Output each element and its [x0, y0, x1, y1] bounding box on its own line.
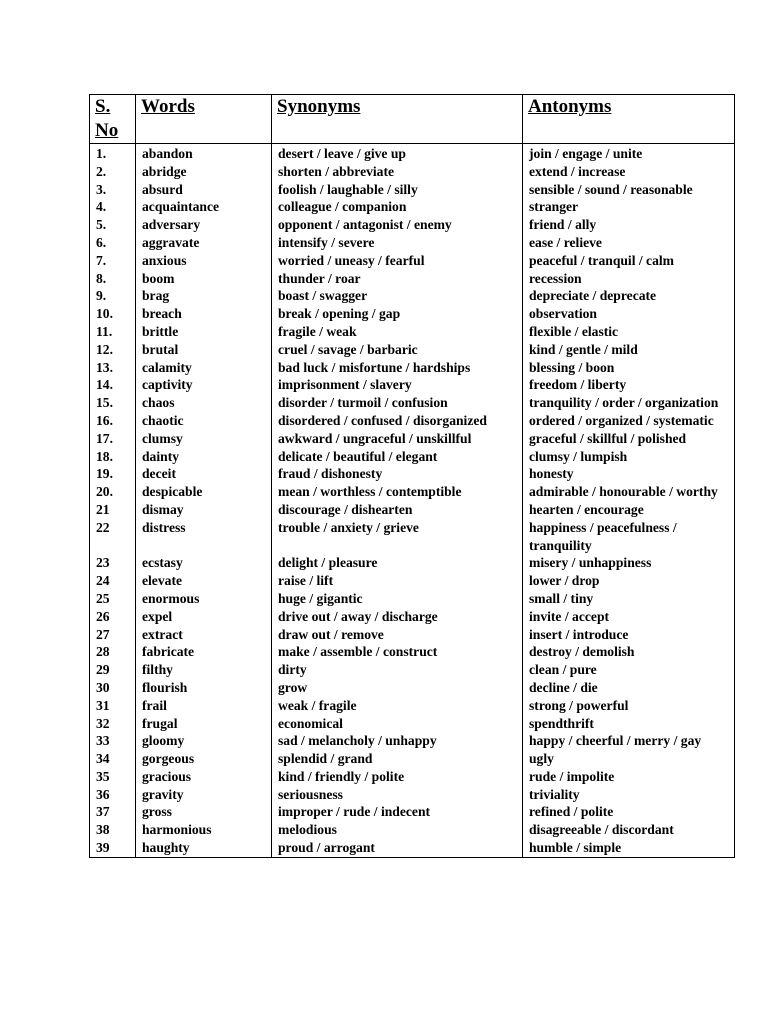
serial-number-cell: 3. [90, 181, 136, 199]
antonyms-cell: sensible / sound / reasonable [523, 181, 735, 199]
table-row [90, 839, 735, 857]
table-row [90, 163, 735, 181]
word-cell: deceit [136, 465, 272, 483]
word-cell: gloomy [136, 732, 272, 750]
table-row [90, 465, 735, 483]
synonyms-cell: thunder / roar [272, 270, 523, 288]
word-cell: gracious [136, 768, 272, 786]
antonyms-cell: strong / powerful [523, 697, 735, 715]
word-cell: breach [136, 305, 272, 323]
antonyms-cell: humble / simple [523, 839, 735, 857]
serial-number-cell: 23 [90, 554, 136, 572]
antonyms-cell: kind / gentle / mild [523, 341, 735, 359]
synonyms-cell: kind / friendly / polite [272, 768, 523, 786]
synonyms-cell: make / assemble / construct [272, 643, 523, 661]
table-row [90, 519, 735, 555]
synonyms-cell: drive out / away / discharge [272, 608, 523, 626]
synonyms-cell: improper / rude / indecent [272, 803, 523, 821]
word-cell: abridge [136, 163, 272, 181]
antonyms-cell: tranquility / order / organization [523, 394, 735, 412]
antonyms-cell: join / engage / unite [523, 144, 735, 163]
table-row [90, 198, 735, 216]
word-cell: adversary [136, 216, 272, 234]
table-row [90, 483, 735, 501]
serial-number-cell: 35 [90, 768, 136, 786]
serial-number-cell: 30 [90, 679, 136, 697]
serial-number-cell: 14. [90, 376, 136, 394]
synonyms-cell: mean / worthless / contemptible [272, 483, 523, 501]
antonyms-cell: hearten / encourage [523, 501, 735, 519]
synonyms-cell: shorten / abbreviate [272, 163, 523, 181]
table-row [90, 252, 735, 270]
antonyms-cell: blessing / boon [523, 359, 735, 377]
word-cell: brag [136, 287, 272, 305]
antonyms-cell: friend / ally [523, 216, 735, 234]
synonyms-cell: desert / leave / give up [272, 144, 523, 163]
header-row [90, 95, 735, 144]
synonyms-cell: sad / melancholy / unhappy [272, 732, 523, 750]
synonyms-cell: fraud / dishonesty [272, 465, 523, 483]
word-cell: anxious [136, 252, 272, 270]
synonyms-cell: delight / pleasure [272, 554, 523, 572]
table-row [90, 590, 735, 608]
header-serial-number: S. No [90, 95, 136, 144]
synonyms-cell: proud / arrogant [272, 839, 523, 857]
serial-number-cell: 17. [90, 430, 136, 448]
word-cell: distress [136, 519, 272, 555]
table-row [90, 803, 735, 821]
table-body [90, 144, 735, 858]
serial-number-cell: 39 [90, 839, 136, 857]
serial-number-cell: 26 [90, 608, 136, 626]
table-row [90, 323, 735, 341]
word-cell: boom [136, 270, 272, 288]
serial-number-cell: 33 [90, 732, 136, 750]
word-cell: absurd [136, 181, 272, 199]
antonyms-cell: recession [523, 270, 735, 288]
table-row [90, 626, 735, 644]
table-row [90, 144, 735, 163]
synonyms-cell: delicate / beautiful / elegant [272, 448, 523, 466]
table-row [90, 448, 735, 466]
antonyms-cell: stranger [523, 198, 735, 216]
word-cell: frugal [136, 715, 272, 733]
synonyms-cell: seriousness [272, 786, 523, 804]
synonyms-cell: intensify / severe [272, 234, 523, 252]
serial-number-cell: 21 [90, 501, 136, 519]
antonyms-cell: graceful / skillful / polished [523, 430, 735, 448]
table-row [90, 554, 735, 572]
word-cell: gravity [136, 786, 272, 804]
table-row [90, 216, 735, 234]
table-row [90, 715, 735, 733]
serial-number-cell: 16. [90, 412, 136, 430]
serial-number-cell: 2. [90, 163, 136, 181]
table-row [90, 572, 735, 590]
word-cell: haughty [136, 839, 272, 857]
antonyms-cell: observation [523, 305, 735, 323]
antonyms-cell: flexible / elastic [523, 323, 735, 341]
antonyms-cell: clumsy / lumpish [523, 448, 735, 466]
synonyms-cell: awkward / ungraceful / unskillful [272, 430, 523, 448]
synonyms-cell: break / opening / gap [272, 305, 523, 323]
synonyms-cell: disordered / confused / disorganized [272, 412, 523, 430]
serial-number-cell: 32 [90, 715, 136, 733]
serial-number-cell: 13. [90, 359, 136, 377]
serial-number-cell: 22 [90, 519, 136, 555]
table-row [90, 661, 735, 679]
word-cell: captivity [136, 376, 272, 394]
header-synonyms: Synonyms [272, 95, 523, 144]
antonyms-cell: honesty [523, 465, 735, 483]
word-cell: calamity [136, 359, 272, 377]
table-row [90, 732, 735, 750]
word-cell: dismay [136, 501, 272, 519]
serial-number-cell: 1. [90, 144, 136, 163]
synonyms-cell: imprisonment / slavery [272, 376, 523, 394]
serial-number-cell: 10. [90, 305, 136, 323]
antonyms-cell: disagreeable / discordant [523, 821, 735, 839]
table-row [90, 270, 735, 288]
antonyms-cell: happiness / peacefulness / tranquility [523, 519, 735, 555]
synonyms-cell: dirty [272, 661, 523, 679]
antonyms-cell: refined / polite [523, 803, 735, 821]
synonyms-cell: disorder / turmoil / confusion [272, 394, 523, 412]
antonyms-cell: misery / unhappiness [523, 554, 735, 572]
table-row [90, 287, 735, 305]
synonyms-cell: boast / swagger [272, 287, 523, 305]
serial-number-cell: 20. [90, 483, 136, 501]
antonyms-cell: invite / accept [523, 608, 735, 626]
antonyms-cell: triviality [523, 786, 735, 804]
serial-number-cell: 27 [90, 626, 136, 644]
serial-number-cell: 29 [90, 661, 136, 679]
synonyms-cell: worried / uneasy / fearful [272, 252, 523, 270]
header-antonyms: Antonyms [523, 95, 735, 144]
word-cell: extract [136, 626, 272, 644]
table-row [90, 768, 735, 786]
antonyms-cell: happy / cheerful / merry / gay [523, 732, 735, 750]
word-cell: aggravate [136, 234, 272, 252]
serial-number-cell: 37 [90, 803, 136, 821]
antonyms-cell: ease / relieve [523, 234, 735, 252]
antonyms-cell: rude / impolite [523, 768, 735, 786]
word-cell: filthy [136, 661, 272, 679]
antonyms-cell: admirable / honourable / worthy [523, 483, 735, 501]
table-row [90, 376, 735, 394]
antonyms-cell: lower / drop [523, 572, 735, 590]
synonyms-cell: melodious [272, 821, 523, 839]
synonyms-cell: colleague / companion [272, 198, 523, 216]
table-row [90, 234, 735, 252]
synonyms-cell: huge / gigantic [272, 590, 523, 608]
table-row [90, 341, 735, 359]
antonyms-cell: freedom / liberty [523, 376, 735, 394]
word-cell: enormous [136, 590, 272, 608]
table-header [90, 95, 735, 144]
word-cell: dainty [136, 448, 272, 466]
synonyms-cell: splendid / grand [272, 750, 523, 768]
table-row [90, 643, 735, 661]
serial-number-cell: 12. [90, 341, 136, 359]
serial-number-cell: 7. [90, 252, 136, 270]
serial-number-cell: 31 [90, 697, 136, 715]
word-cell: expel [136, 608, 272, 626]
word-cell: flourish [136, 679, 272, 697]
table-row [90, 608, 735, 626]
serial-number-cell: 6. [90, 234, 136, 252]
synonyms-cell: discourage / dishearten [272, 501, 523, 519]
word-cell: elevate [136, 572, 272, 590]
antonyms-cell: clean / pure [523, 661, 735, 679]
antonyms-cell: spendthrift [523, 715, 735, 733]
synonyms-cell: bad luck / misfortune / hardships [272, 359, 523, 377]
word-cell: despicable [136, 483, 272, 501]
serial-number-cell: 9. [90, 287, 136, 305]
table-row [90, 750, 735, 768]
synonyms-cell: cruel / savage / barbaric [272, 341, 523, 359]
serial-number-cell: 8. [90, 270, 136, 288]
word-cell: brittle [136, 323, 272, 341]
synonyms-cell: grow [272, 679, 523, 697]
antonyms-cell: destroy / demolish [523, 643, 735, 661]
word-cell: chaotic [136, 412, 272, 430]
header-words: Words [136, 95, 272, 144]
word-cell: gorgeous [136, 750, 272, 768]
antonyms-cell: insert / introduce [523, 626, 735, 644]
synonyms-cell: weak / fragile [272, 697, 523, 715]
serial-number-cell: 15. [90, 394, 136, 412]
table-row [90, 697, 735, 715]
table-row [90, 821, 735, 839]
table-row [90, 359, 735, 377]
serial-number-cell: 19. [90, 465, 136, 483]
antonyms-cell: ordered / organized / systematic [523, 412, 735, 430]
serial-number-cell: 28 [90, 643, 136, 661]
word-cell: harmonious [136, 821, 272, 839]
word-cell: gross [136, 803, 272, 821]
serial-number-cell: 18. [90, 448, 136, 466]
antonyms-cell: depreciate / deprecate [523, 287, 735, 305]
synonyms-cell: economical [272, 715, 523, 733]
word-cell: clumsy [136, 430, 272, 448]
word-cell: chaos [136, 394, 272, 412]
synonyms-antonyms-table [89, 94, 735, 858]
serial-number-cell: 4. [90, 198, 136, 216]
serial-number-cell: 38 [90, 821, 136, 839]
serial-number-cell: 11. [90, 323, 136, 341]
synonyms-cell: draw out / remove [272, 626, 523, 644]
serial-number-cell: 34 [90, 750, 136, 768]
word-cell: ecstasy [136, 554, 272, 572]
word-cell: acquaintance [136, 198, 272, 216]
table-row [90, 430, 735, 448]
serial-number-cell: 25 [90, 590, 136, 608]
table-row [90, 305, 735, 323]
word-cell: abandon [136, 144, 272, 163]
table-row [90, 394, 735, 412]
synonyms-cell: fragile / weak [272, 323, 523, 341]
antonyms-cell: decline / die [523, 679, 735, 697]
table-row [90, 501, 735, 519]
serial-number-cell: 36 [90, 786, 136, 804]
antonyms-cell: small / tiny [523, 590, 735, 608]
antonyms-cell: ugly [523, 750, 735, 768]
word-cell: frail [136, 697, 272, 715]
synonyms-cell: opponent / antagonist / enemy [272, 216, 523, 234]
table-row [90, 412, 735, 430]
table-row [90, 786, 735, 804]
synonyms-cell: trouble / anxiety / grieve [272, 519, 523, 555]
synonyms-cell: foolish / laughable / silly [272, 181, 523, 199]
table-row [90, 679, 735, 697]
antonyms-cell: extend / increase [523, 163, 735, 181]
serial-number-cell: 24 [90, 572, 136, 590]
word-cell: brutal [136, 341, 272, 359]
word-cell: fabricate [136, 643, 272, 661]
synonyms-cell: raise / lift [272, 572, 523, 590]
antonyms-cell: peaceful / tranquil / calm [523, 252, 735, 270]
table-row [90, 181, 735, 199]
serial-number-cell: 5. [90, 216, 136, 234]
